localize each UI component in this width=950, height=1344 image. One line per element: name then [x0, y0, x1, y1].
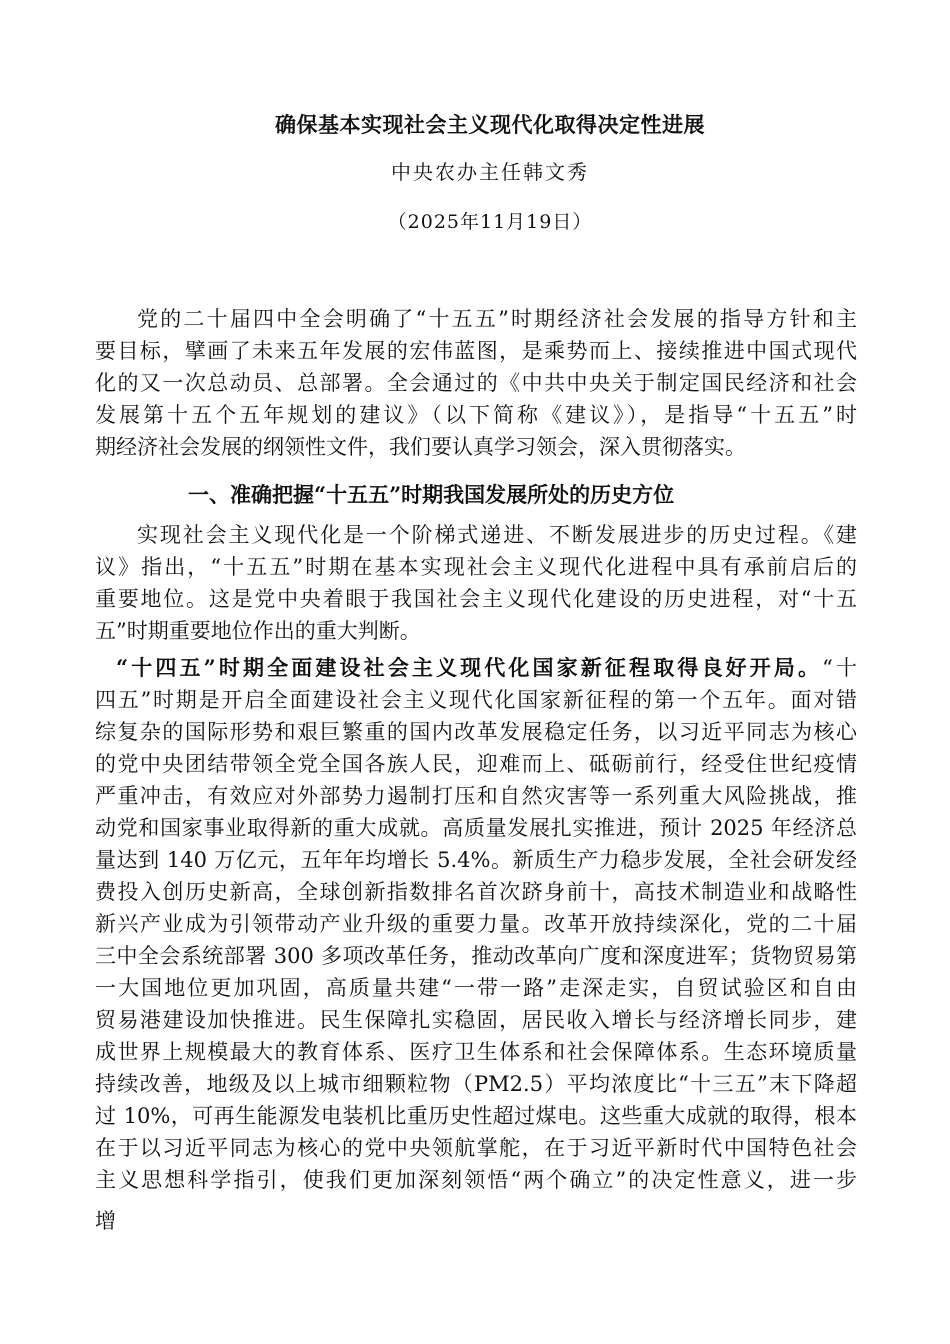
paragraph-line: 五”时期重要地位作出的重大判断。 — [95, 619, 421, 643]
paragraph-line: 持续改善，地级及以上城市细颗粒物（PM2.5）平均浓度比“十三五”末下降超 — [95, 1072, 857, 1096]
paragraph-line: 三中全会系统部署 300 多项改革任务，推动改革向广度和深度进军；货物贸易第 — [95, 944, 857, 968]
paragraph-line: 综复杂的国际形势和艰巨繁重的国内改革发展稳定任务，以习近平同志为核心 — [95, 720, 857, 744]
document-title: 确保基本实现社会主义现代化取得决定性进展 — [275, 112, 705, 137]
section-heading: 一、准确把握“十五五”时期我国发展所处的历史方位 — [188, 482, 675, 507]
paragraph-line: 量达到 140 万亿元，五年年均增长 5.4%。新质生产力稳步发展，全社会研发经 — [95, 848, 857, 872]
paragraph-line: 党的二十届四中全会明确了“十五五”时期经济社会发展的指导方针和主 — [137, 307, 857, 331]
paragraph-line: 动党和国家事业取得新的重大成就。高质量发展扎实推进，预计 2025 年经济总 — [95, 816, 857, 840]
paragraph-line: 增 — [95, 1209, 116, 1233]
paragraph-line: 费投入创历史新高，全球创新指数排名首次跻身前十，高技术制造业和战略性 — [95, 880, 857, 904]
date-line: （2025年11月19日） — [387, 211, 593, 233]
paragraph-line: 实现社会主义现代化是一个阶梯式递进、不断发展进步的历史过程。《建 — [137, 523, 857, 547]
paragraph-line: 化的又一次总动员、总部署。全会通过的《中共中央关于制定国民经济和社会 — [95, 371, 857, 395]
author-line: 中央农办主任韩文秀 — [391, 160, 589, 184]
paragraph-line: 期经济社会发展的纲领性文件，我们要认真学习领会，深入贯彻落实。 — [95, 435, 746, 459]
paragraph-line: 过 10%，可再生能源发电装机比重历史性超过煤电。这些重大成就的取得，根本 — [95, 1104, 857, 1128]
paragraph-line: 四五”时期是开启全面建设社会主义现代化国家新征程的第一个五年。面对错 — [95, 688, 857, 712]
paragraph-line — [95, 652, 857, 684]
bold-lead-sentence: “十四五”时期全面建设社会主义现代化国家新征程取得良好开局。 — [116, 655, 823, 680]
paragraph-line: 新兴产业成为引领带动产业升级的重要力量。改革开放持续深化，党的二十届 — [95, 912, 857, 936]
paragraph-line: 一大国地位更加巩固，高质量共建“一带一路”走深走实，自贸试验区和自由 — [95, 976, 857, 1000]
paragraph-line: 要目标，擘画了未来五年发展的宏伟蓝图，是乘势而上、接续推进中国式现代 — [95, 339, 857, 363]
paragraph-line: 主义思想科学指引，使我们更加深刻领悟“两个确立”的决定性意义，进一步 — [95, 1168, 857, 1192]
paragraph-line: 严重冲击，有效应对外部势力遏制打压和自然灾害等一系列重大风险挑战，推 — [95, 784, 857, 808]
lead-continuation: “十 — [822, 656, 857, 680]
paragraph-line: 贸易港建设加快推进。民生保障扎实稳固，居民收入增长与经济增长同步，建 — [95, 1008, 857, 1032]
paragraph-line: 发展第十五个五年规划的建议》（以下简称《建议》），是指导“十五五”时 — [95, 403, 857, 427]
paragraph-line: 在于以习近平同志为核心的党中央领航掌舵，在于习近平新时代中国特色社会 — [95, 1136, 857, 1160]
paragraph-line: 的党中央团结带领全党全国各族人民，迎难而上、砥砺前行，经受住世纪疫情 — [95, 752, 857, 776]
paragraph-line: 成世界上规模最大的教育体系、医疗卫生体系和社会保障体系。生态环境质量 — [95, 1040, 857, 1064]
paragraph-line: 议》指出，“十五五”时期在基本实现社会主义现代化进程中具有承前启后的 — [95, 555, 857, 579]
paragraph-line: 重要地位。这是党中央着眼于我国社会主义现代化建设的历史进程，对“十五 — [95, 587, 857, 611]
